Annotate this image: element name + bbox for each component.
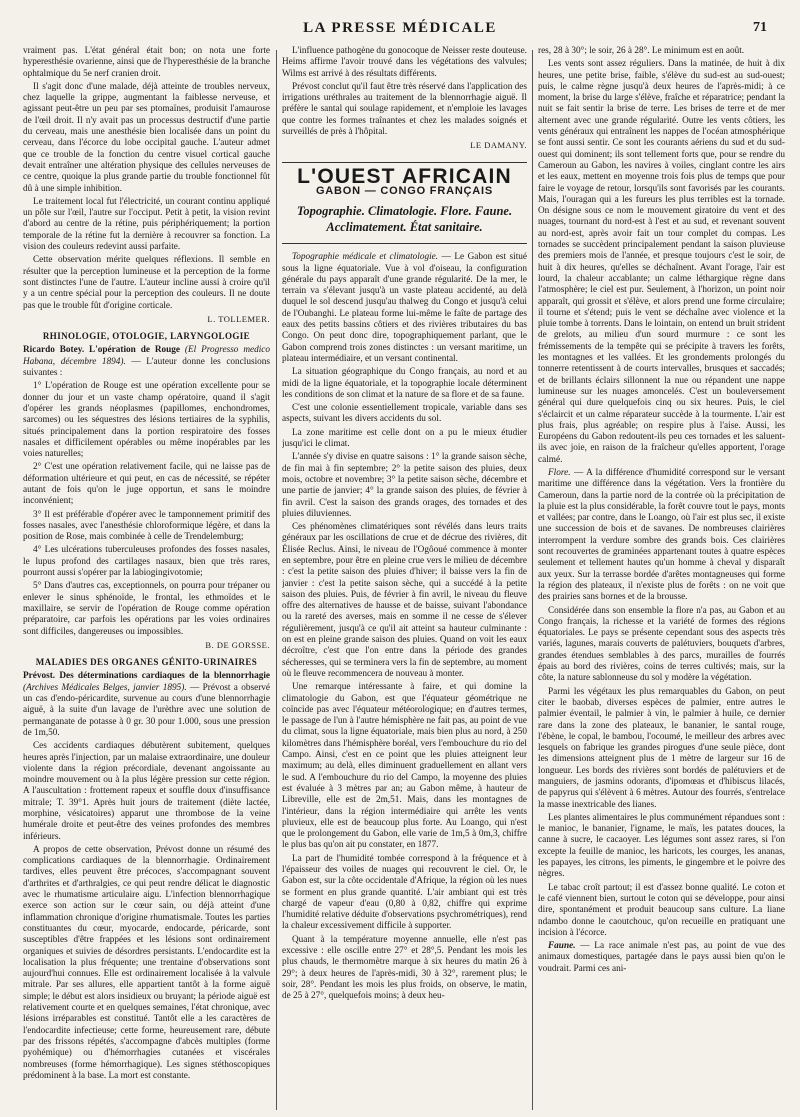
- page-number: 71: [753, 20, 767, 35]
- paragraph: Prévost conclut qu'il faut être très réservé dans l'application des irrigations uréthrales au traitement de la blennorrhagie aiguë. Il préfère le santal qui soulage rapidement, et n'emploie les lavages que contre les formes traînantes et chez les malades soignés et surveillés de près à l'hôpital.: [282, 81, 527, 138]
- article-text: — Prévost a observé un cas d'endo-péricardite, survenue au cours d'une blennorrhagie aiguë, à la suite d'un lavage de l'urèthre avec une solution de permanganate de potasse à 0 gr. 30 pour 1.000, sous une pression de 1m,50.: [23, 682, 270, 738]
- article-title: L'opération de Rouge: [89, 345, 181, 356]
- paragraph: La situation géographique du Congo français, au nord et au midi de la ligne équatoriale, et la topographie locale déterminent les conditions de son climat et la nature de sa flore et de sa faune.: [282, 367, 527, 400]
- author-signature: LE DAMANY.: [470, 140, 527, 151]
- paragraph: Il s'agit donc d'une malade, déjà atteinte de troubles nerveux, chez laquelle la grippe, augmentant la faiblesse nerveuse, et agissant peut-être un peu par ses ptomaïnes, produisit l'amaurose de l'œil droit. Il n'y avait pas un processus destructif d'une partie du cerveau, mais une anesthésie bien localisée dans un point du cerveau, dans l'écorce du lobe occipital gauche. L'auteur admet que ce trouble de la fonction du centre visuel cortical gauche devait entraîner une altération physique des cellules nerveuses de ce centre, quoique la plus grande partie du trouble fonctionnel fût dû à une simple inhibition.: [23, 81, 270, 194]
- paragraph: Ces phénomènes climatériques sont révélés dans leurs traits généraux par les oscillations de crue et de décrue des rivières, dit Élisée Reclus. Ainsi, le niveau de l'Ogôoué commence à monter en septembre, pour être en pleine crue vers le milieu de décembre : c'est la petite saison des pluies d'hiver; il baisse vers la fin de janvier : c'est la petite saison sèche, qui a succédé à la petite saison des pluies. Puis, de février à fin avril, le niveau du fleuve offre des alternatives de hausse et de baisse, suivant l'abondance ou la rareté des averses, mais en somme il ne cesse de s'élever régulièrement, jusqu'à ce qu'il ait atteint sa hauteur culminante : on est en pleine grande saison des pluies. Quand on voit les eaux décroître, c'est que l'on entre dans la période des grandes sécheresses, qui se terminera vers la fin de septembre, au moment où le fleuve recommencera de nouveau à monter.: [282, 522, 527, 679]
- paragraph: Le tabac croît partout; il est d'assez bonne qualité. Le coton et le café viennent bien, surtout le coton qui se développe, pour ainsi dire, spontanément et produit beaucoup sans culture. La liane ndambo donne le caoutchouc, qu'on recueille en pratiquant une incision à l'écorce.: [538, 882, 785, 938]
- paragraph: Les vents sont assez réguliers. Dans la matinée, de huit à dix heures, une petite brise, faible, s'élève du sud-est au sud-ouest; puis, le calme règne jusqu'à deux heures de l'après-midi; à ce moment, la brise du large s'élève, fraîche et réparatrice; pendant la nuit se fait sentir la brise de terre. Les brises de terre et de mer alternent avec une grande régularité. Outre les vents côtiers, les vents généraux qui entraînent les nappes de l'océan atmosphérique se font aussi sentir. Ce sont les courants aériens du sud et du sud-ouest qui dominent; ils sont tellement forts que, pour se rendre du Cameroun au Gabon, les navires à voiles, cinglant contre les airs et les eaux, mettent en moyenne trois fois plus de temps que pour faire le voyage de retour, lorsqu'ils sont favorisés par les courants. Mais, l'ouragan qui a les fureurs les plus terribles est la tornade. On désigne sous ce nom le mouvement giratoire du vent et des nuages, tournant du nord-est à l'est et au sud, et revenant souvent au nord-est, après avoir fait un tour complet du compas. Les tornades se succèdent principalement pendant la saison pluvieuse des premiers mois de l'année, et presque toujours c'est le soir, de huit à dix heures, qu'elles se déchaînent. Avant l'orage, l'air est lourd, la chaleur accablante; un calme léthargique règne dans l'atmosphère; le ciel est pur. Seulement, à l'horizon, un point noir apparaît, qui grossit et s'élève, et alors prend une forme circulaire; il tourne et s'étend; puis le vent se déchaîne avec violence et la pluie tombe à torrents. Dans le lointain, on entend un bruit strident de grelots, au milieu d'un sourd murmure : ce sont les frémissements de la tempête qui se précipite à travers les forêts, les montagnes et les vallées. Et les grondements prolongés du tonnerre retentissent à de courts intervalles, brusques et saccadés; et de brillants éclairs sillonnent la nue ou répandent une nappe lumineuse sur les nuages amoncelés. C'est un bouleversement général qui dure quelquefois cinq ou six heures. Puis, le ciel s'éclaircit et un calme réparateur succède à la tourmente. L'air est plus frais, plus agréable; on respire plus à l'aise. Aussi, les Européens du Gabon redoutent-ils peu ces tornades et les saluent-ils avec joie, en raison de la fraîcheur qu'elles apportent, l'orage calmé.: [538, 59, 785, 465]
- paragraph: Parmi les végétaux les plus remarquables du Gabon, on peut citer le baobab, diverses espèces de palmier, entre autres le palmier éventail, le palmier à vin, le palmier à huile, ce dernier rare dans la zone des plateaux, le bananier, le santal rouge, l'ébène, le copal, le bambou, l'ocoumé, le meilleur des arbres avec lesquels on fabrique les grandes pirogues d'une seule pièce, dont les dimensions atteignent plus de 1 mètre de largeur sur 16 de longueur. Les bords des rivières sont bordés de palétuviers et de manguiers, de jasmins odorants, d'ipomœas et d'hibiscus lilacés, de papyrus qui s'élèvent à 6 mètres. Autour des fourrés, s'entrelace la masse inextricable des lianes.: [538, 686, 785, 810]
- subsection-heading: Flore.: [548, 467, 571, 478]
- paragraph: vraiment pas. L'état général était bon; on nota une forte hyperesthésie ovarienne, ainsi que de l'hyperesthésie de la branche ophtalmique du 5e nerf cranien droit.: [23, 46, 270, 79]
- paragraph: res, 28 à 30°; le soir, 26 à 28°. Le minimum est en août.: [538, 46, 745, 56]
- article-author: Ricardo Botey.: [23, 345, 85, 356]
- paragraph: 5° Dans d'autres cas, exceptionnels, on pourra pour trépaner ou enlever le sinus sphénoïde, le frontal, les ethmoïdes et le maxillaire, se servir de l'opération de Rouge comme opération préparatoire, car parfois les opérations par les voies ordinaires sont difficiles, dangereuses ou impossibles.: [23, 581, 270, 637]
- paragraph: Cette observation mérite quelques réflexions. Il semble en résulter que la perception lumineuse et la perception de la forme sont distinctes l'une de l'autre. L'auteur incline aussi à croire qu'il y a un centre spécial pour la perception des couleurs. Il ne doute pas que le trouble fût d'origine corticale.: [23, 255, 270, 311]
- paragraph: Quant à la température moyenne annuelle, elle n'est pas excessive : elle oscille entre 27° et 28°,5. Pendant les mois les plus chauds, le thermomètre marque à six heures du matin 26 à 29°; à deux heures de l'après-midi, 30 à 32°, rarement plus; le soir, 28°. Pendant les mois les plus froids, on observe, le matin, de 25 à 27°, quelquefois moins; à deux heu-: [282, 934, 527, 1002]
- article-lead: [23, 671, 270, 739]
- paragraph: [282, 252, 527, 365]
- author-signature: B. DE GORSSE.: [205, 639, 270, 650]
- column-left: [23, 46, 270, 1116]
- paragraph: 3° Il est préférable d'opérer avec le tamponnement primitif des fosses nasales, avec l'anesthésie chloroformique légère, et dans la position de Rose, mais combinée à celle de Trendelemburg;: [23, 509, 270, 543]
- paragraph: 1° L'opération de Rouge est une opération excellente pour se donner du jour et un vaste champ opératoire, quand il s'agit d'opérer les grands néoplasmes (papillomes, enchondromes, sarcomes) ou les séquestres des lésions tertiaires de la syphilis, situés principalement dans la portion respiratoire des fosses nasales et difficilement opérables ou même inopérables par les voies naturelles;: [23, 381, 270, 460]
- paragraph-text: — Le Gabon est situé sous la ligne équatoriale. Vue à vol d'oiseau, la configuration générale du pays apparaît d'une grande régularité. De la mer, le terrain va s'élevant jusqu'à un vaste plateau accidenté, au delà duquel le sol descend jusqu'au thalweg du Congo et jusqu'à celui de l'Oubanghi. Le plateau forme lui-même le faîte de partage des eaux des petits bassins côtiers et des rivières tributaires du bas Congo. On peut donc dire, topographiquement parlant, que le Gabon comprend trois zones distinctes : un versant maritime, un plateau intermédiaire, et un versant continental.: [282, 252, 527, 364]
- paragraph: Les plantes alimentaires le plus communément répandues sont : le manioc, le bananier, l'igname, le maïs, les patates douces, la canne à sucre, le cacaoyer. Les légumes sont assez rares, si l'on excepte la feuille de manioc, les haricots, les courges, les ananas, les papayes, les citrons, les piments, le gingembre et le poivre des nègres.: [538, 812, 785, 880]
- paragraph-text: — La race animale n'est pas, au point de vue des animaux domestiques, partagée dans le pays aussi bien qu'on le voudrait. Parmi ces ani-: [538, 941, 785, 974]
- column-middle: [282, 46, 527, 1116]
- subsection-heading: Faune.: [548, 941, 576, 952]
- column-divider: [532, 50, 533, 1110]
- article-title: Des déterminations cardiaques de la blennorrhagie: [59, 671, 270, 682]
- article-text: — L'auteur donne les conclusions suivantes :: [23, 356, 270, 379]
- paragraph: 2° C'est une opération relativement facile, qui ne laisse pas de déformation ultérieure et qui peut, en cas de nécessité, se répéter autant de fois qu'on le juge opportun, et sans le moindre inconvénient;: [23, 462, 270, 507]
- article-subtitle: GABON — CONGO FRANÇAIS: [315, 184, 494, 197]
- paragraph: Le traitement local fut l'électricité, un courant continu appliqué un pôle sur l'œil, l'autre sur l'occiput. Petit à petit, la vision revint d'abord au centre de la rétine, puis périphériquement; la portion temporale de la rétine fut la dernière à recouvrer sa fonction. La vision des couleurs redevint aussi parfaite.: [23, 196, 270, 253]
- paragraph: A propos de cette observation, Prévost donne un résumé des complications cardiaques de la blennorrhagie. Ordinairement tardives, elles peuvent être précoces, s'accompagnant souvent d'arthrites et d'arthralgies, ce qui peut rendre délicat le diagnostic avec le rhumatisme articulaire aigu. L'infection blennorrhagique exerce son action sur le cœur sain, ou déjà atteint d'une inflammation chronique d'origine rhumatismale. Toutes les parties constituantes du cœur, myocarde, endocarde, péricarde, sont susceptibles d'être frappées et les lésions sont ordinairement organiques et suivies de désordres persistants. L'endocardite est la localisation la plus fréquente; une trentaine d'observations sont aujourd'hui connues. Elle est ordinairement localisée à la valvule mitrale. Par ses allures, elle appartient tantôt à la forme aiguë simple; le début est alors insidieux ou bruyant; la période aiguë est relativement courte et en quelques semaines, l'état chronique, avec lésions irréparables est constitué. Tantôt elle a les caractères de l'endocardite infectieuse; cette forme, heureusement rare, débute par des frissons répétés, s'accompagne d'abcès multiples (forme pyohémique) ou d'hémorrhagies cutanées et viscérales nombreuses (forme hémorrhagique). Les signes stéthoscopiques prédominent à la base. La mort est constante.: [23, 844, 270, 1081]
- paragraph: [538, 468, 785, 604]
- paragraph: La zone maritime est celle dont on a pu le mieux étudier jusqu'ici le climat.: [282, 427, 527, 450]
- paragraph: 4° Les ulcérations tuberculeuses profondes des fosses nasales, le lupus profond des cartilages nasaux, bien que très rares, pourront aussi s'opérer par la labiogingivotomie;: [23, 545, 270, 579]
- article-header-block: [282, 162, 527, 245]
- author-signature: L. TOLLEMER.: [207, 313, 270, 324]
- article-topics: Topographie. Climatologie. Flore. Faune. Acclimatement. État sanitaire.: [296, 204, 513, 235]
- paragraph: La part de l'humidité tombée correspond à la fréquence et à l'épaisseur des voiles de nuages qui recouvrent le ciel. Or, le Gabon est, sur la côte occidentale d'Afrique, la région où les nues se forment en plus grande quantité. L'air ambiant qui est très chargé de vapeur d'eau (0,80 à 0,82, chiffre qui exprime l'humidité relative déduite d'observations psychrométriques), rend la chaleur excessivement difficile à supporter.: [282, 853, 527, 932]
- subsection-heading: Topographie médicale et climatologie.: [292, 252, 439, 263]
- article-source: (El Progresso medico Habana, décembre 1894).: [23, 345, 270, 367]
- section-heading: RHINOLOGIE, OTOLOGIE, LARYNGOLOGIE: [42, 331, 251, 342]
- paragraph: Une remarque intéressante à faire, et qui domine la climatologie du Gabon, est que l'équateur géométrique ne coïncide pas avec l'équateur météorologique; en d'autres termes, le passage de l'un à l'autre hémisphère ne fait pas, au point de vue du climat, sous la ligne équatoriale, mais bien plus au nord, à 250 kilomètres dans l'hémisphère boréal, vers l'embouchure du rio del Campo. Ainsi, c'est en ce point que les pluies atteignent leur maximum; au delà, elles diminuent graduellement en allant vers le sud. A l'embouchure du rio del Campo, la moyenne des pluies est évaluée à 3 mètres par an; au Gabon même, à hauteur de Libreville, elle est de 2m,51. Mais, dans les montagnes de l'intérieur, dans la région intermédiaire qui arrête les vents pluvieux, elle est de beaucoup plus forte. Au Loango, qui n'est que le prolongement du Gabon, elle varie de 1m,5 à 0m,3, chiffre le plus bas qu'on ait pu constater, en 1877.: [282, 682, 527, 851]
- article-main-title: L'OUEST AFRICAIN: [297, 164, 512, 188]
- page-header: [0, 20, 800, 44]
- article-source: (Archives Médicales Belges, janvier 1895).: [23, 682, 187, 693]
- column-divider: [276, 50, 277, 1110]
- section-heading: MALADIES DES ORGANES GÉNITO-URINAIRES: [35, 657, 258, 668]
- journal-title: LA PRESSE MÉDICALE: [303, 20, 497, 36]
- article-author: Prévost.: [23, 671, 56, 682]
- paragraph: L'année s'y divise en quatre saisons : 1° la grande saison sèche, de fin mai à fin septembre; 2° la petite saison des pluies, deux mois, octobre et novembre; 3° la petite saison sèche, décembre et une partie de janvier; 4° la grande saison des pluies, de février à fin avril. C'est la saison des grands orages, des tornades et des pluies diluviennes.: [282, 452, 527, 519]
- paragraph: L'influence pathogène du gonocoque de Neisser reste douteuse. Heims affirme l'avoir trouvé dans les végétations des valvules; Wilms est arrivé à des résultats différents.: [282, 46, 527, 79]
- paragraph: [538, 941, 785, 975]
- paragraph: Ces accidents cardiaques débutèrent subitement, quelques heures après l'injection, par un malaise extraordinaire, une douleur violente dans la région précordiale, devenant angoissante au moindre mouvement ou à la plus légère pression sur cette région. A l'auscultation : frottement rapeux et souffle doux d'insuffisance mitrale; T. 39°1. Après huit jours de traitement (diète lactée, morphine, vésicatoires) apparut une thrombose de la veine humérale droite et peut-être des veines profondes des membres inférieurs.: [23, 741, 270, 842]
- article-lead: [23, 345, 270, 379]
- paragraph: C'est une colonie essentiellement tropicale, variable dans ses aspects, suivant les divers accidents du sol.: [282, 403, 527, 425]
- paragraph: Considérée dans son ensemble la flore n'a pas, au Gabon et au Congo français, la richesse et la variété de formes des régions équatoriales. Le pays se présente cependant sous des aspects très variés, lagunes, marais couverts de palétuviers, bouquets d'arbres, grandes étendues semblables à des parcs, murailles de fourrés épais au bord des rivières, coins de terres cultivés; mais, sur la côte, la nature sablonneuse du sol y modère la végétation.: [538, 605, 785, 684]
- paragraph-text: — A la différence d'humidité correspond sur le versant maritime une différence dans la végétation. Vers la frontière du Cameroun, dans la partie nord de la contrée où la précipitation de la pluie est la plus considérable, la forêt couvre tout le pays, monts et vallées; par contre, dans le Loango, où l'air est plus sec, il existe une succession de bois et de savanes. De nombreuses clairières interrompent la verdure sombre des grands bois. Ces clairières sont recouvertes de graminées appartenant toutes à quatre espèces seulement et tellement hautes qu'un homme à cheval y disparaît aux yeux. Sur la terrasse bordée d'arêtes montagneuses qui forme la région des plateaux, il n'existe plus de forêts : on ne voit que des prairies sans bornes et de la brousse.: [538, 467, 785, 603]
- column-right: [538, 46, 785, 1116]
